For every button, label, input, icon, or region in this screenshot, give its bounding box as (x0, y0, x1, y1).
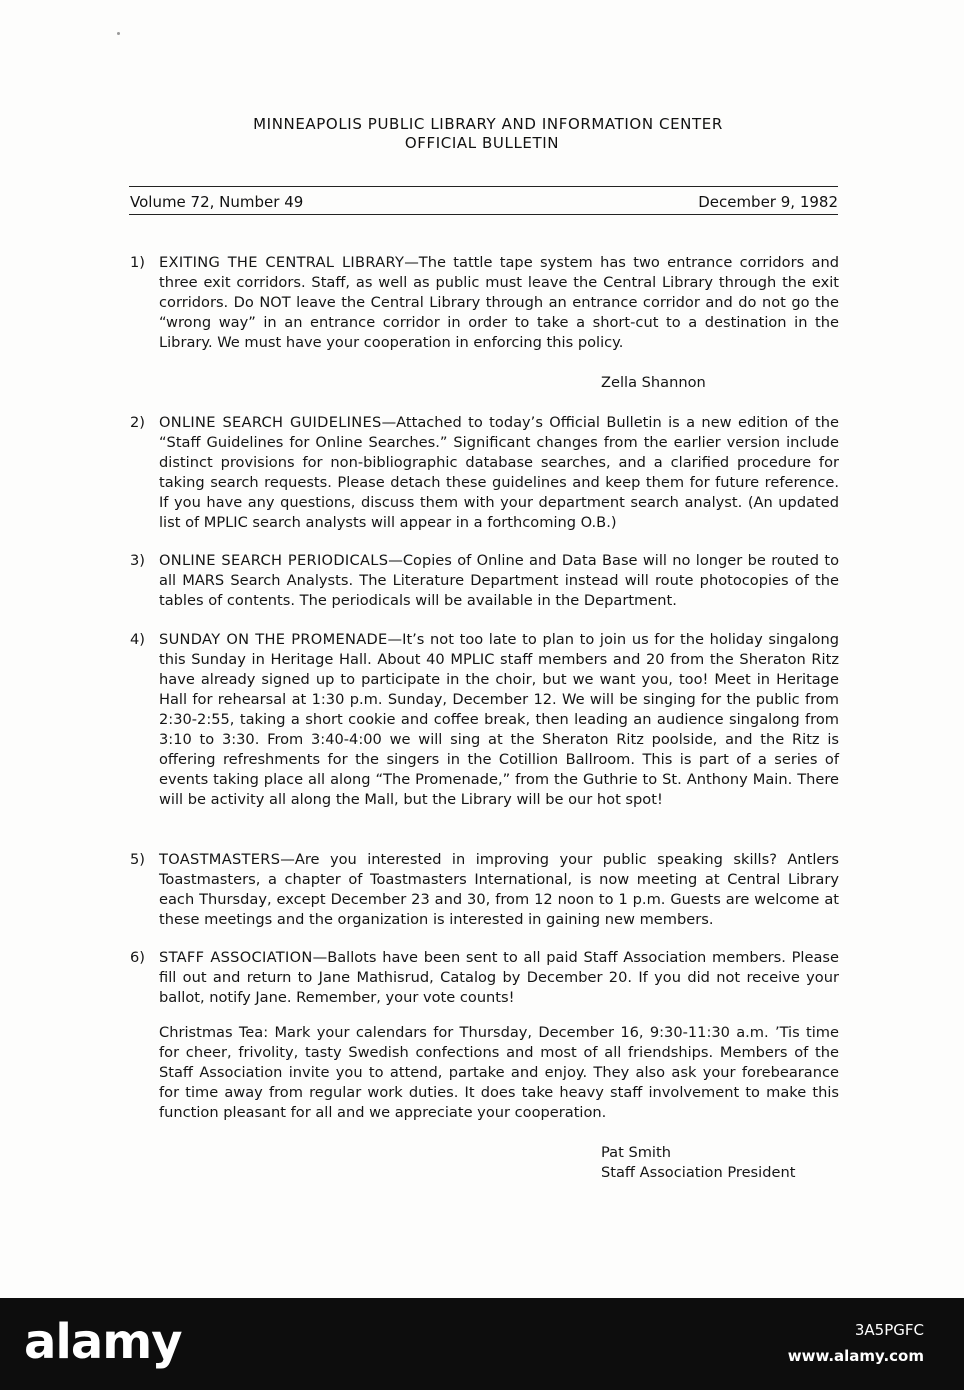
header-rule-top (129, 186, 838, 187)
item-heading: ONLINE SEARCH GUIDELINES (159, 414, 382, 431)
item-number: 4) (130, 631, 145, 648)
header-rule-bottom (129, 214, 838, 215)
item-number: 6) (130, 949, 145, 966)
christmas-tea-paragraph: Christmas Tea: Mark your calendars for Thursday, December 16, 9:30-11:30 a.m. ’Tis time for cheer, frivolity, tasty Swedish confections and most of all friendships. Members of the Staff Association invite you to attend, partake and enjoy. They also ask your forebearance for time away from regular work duties. It does take heavy staff involvement to make this function pleasant for all and we appreciate your cooperation. (159, 1024, 839, 1121)
image-id-label: 3A5PGFC (854, 1321, 924, 1339)
item-text: —Copies of Online and Data Base will no longer be routed to all MARS Search Analysts. The Literature Department instead will route photocopies of the tables of contents. The periodicals will be available in the Department. (159, 552, 840, 609)
item-number: 3) (130, 552, 145, 569)
library-name-heading: MINNEAPOLIS PUBLIC LIBRARY AND INFORMATION CENTER (253, 115, 723, 133)
item-text: —It’s not too late to plan to join us for the holiday singalong this Sunday in Heritage Hall. About 40 MPLIC staff members and 20 from the Sheraton Ritz have already signed up to participate in the choir, but we want you, too! Meet in Heritage Hall for rehearsal at 1:30 p.m. Sunday, December 12. We will be singing for the public from 2:30-2:55, taking a short cookie and coffee break, then leading an audience singalong from 3:10 to 3:30. From 3:40-4:00 we will sing at the Sheraton Ritz poolside, and the Ritz is offering refreshments for the singers in the Cotillion Ballroom. This is part of a series of events taking place all along “The Promenade,” from the Guthrie to St. Anthony Main. There will be activity all along the Mall, but the Library will be our hot spot! (159, 631, 839, 808)
item-heading: TOASTMASTERS (159, 851, 281, 868)
item-heading: ONLINE SEARCH PERIODICALS (159, 552, 389, 569)
signature-zella-shannon: Zella Shannon (601, 374, 706, 391)
item-text: —Attached to today’s Official Bulletin is a new edition of the “Staff Guidelines for Online Searches.” Significant changes from the earlier version include distinct provisions for non-bibliographic database searches, and a clarified procedure for taking search requests. Please detach these guidelines and keep them for future reference. If you have any questions, discuss them with your department search analyst. (An updated list of MPLIC search analysts will appear in a forthcoming O.B.) (159, 414, 839, 531)
signature-title: Staff Association President (601, 1164, 796, 1181)
item-number: 2) (130, 414, 145, 431)
alamy-logo: alamy (24, 1314, 182, 1370)
item-number: 1) (130, 254, 145, 271)
item-text: —Are you interested in improving your public speaking skills? Antlers Toastmasters, a chapter of Toastmasters International, is now meeting at Central Library each Thursday, except December 23 and 30, from 12 noon to 1 p.m. Guests are welcome at these meetings and the organization is interested in gaining new members. (159, 851, 839, 928)
item-heading: STAFF ASSOCIATION (159, 949, 313, 966)
item-text: —Ballots have been sent to all paid Staff Association members. Please fill out and return to Jane Mathisrud, Catalog by December 20. If you did not receive your ballot, notify Jane. Remember, your vote counts! (159, 949, 839, 1006)
dust-speck (117, 32, 120, 35)
issue-date: December 9, 1982 (698, 193, 838, 211)
item-heading: EXITING THE CENTRAL LIBRARY (159, 254, 405, 271)
item-text: —The tattle tape system has two entrance corridors and three exit corridors. Staff, as well as public must leave the Central Library through the exit corridors. Do NOT leave the Central Library through an entrance corridor and do not go the “wrong way” in an entrance corridor in order to take a short-cut to a destination in the Library. We must have your cooperation in enforcing this policy. (159, 254, 839, 351)
signature-pat-smith (601, 1143, 795, 1183)
watermark-url: www.alamy.com (787, 1347, 924, 1365)
volume-number: Volume 72, Number 49 (130, 193, 304, 211)
item-number: 5) (130, 851, 145, 868)
item-heading: SUNDAY ON THE PROMENADE (159, 631, 388, 648)
signature-name: Pat Smith (601, 1144, 671, 1161)
bulletin-title: OFFICIAL BULLETIN (404, 134, 560, 152)
